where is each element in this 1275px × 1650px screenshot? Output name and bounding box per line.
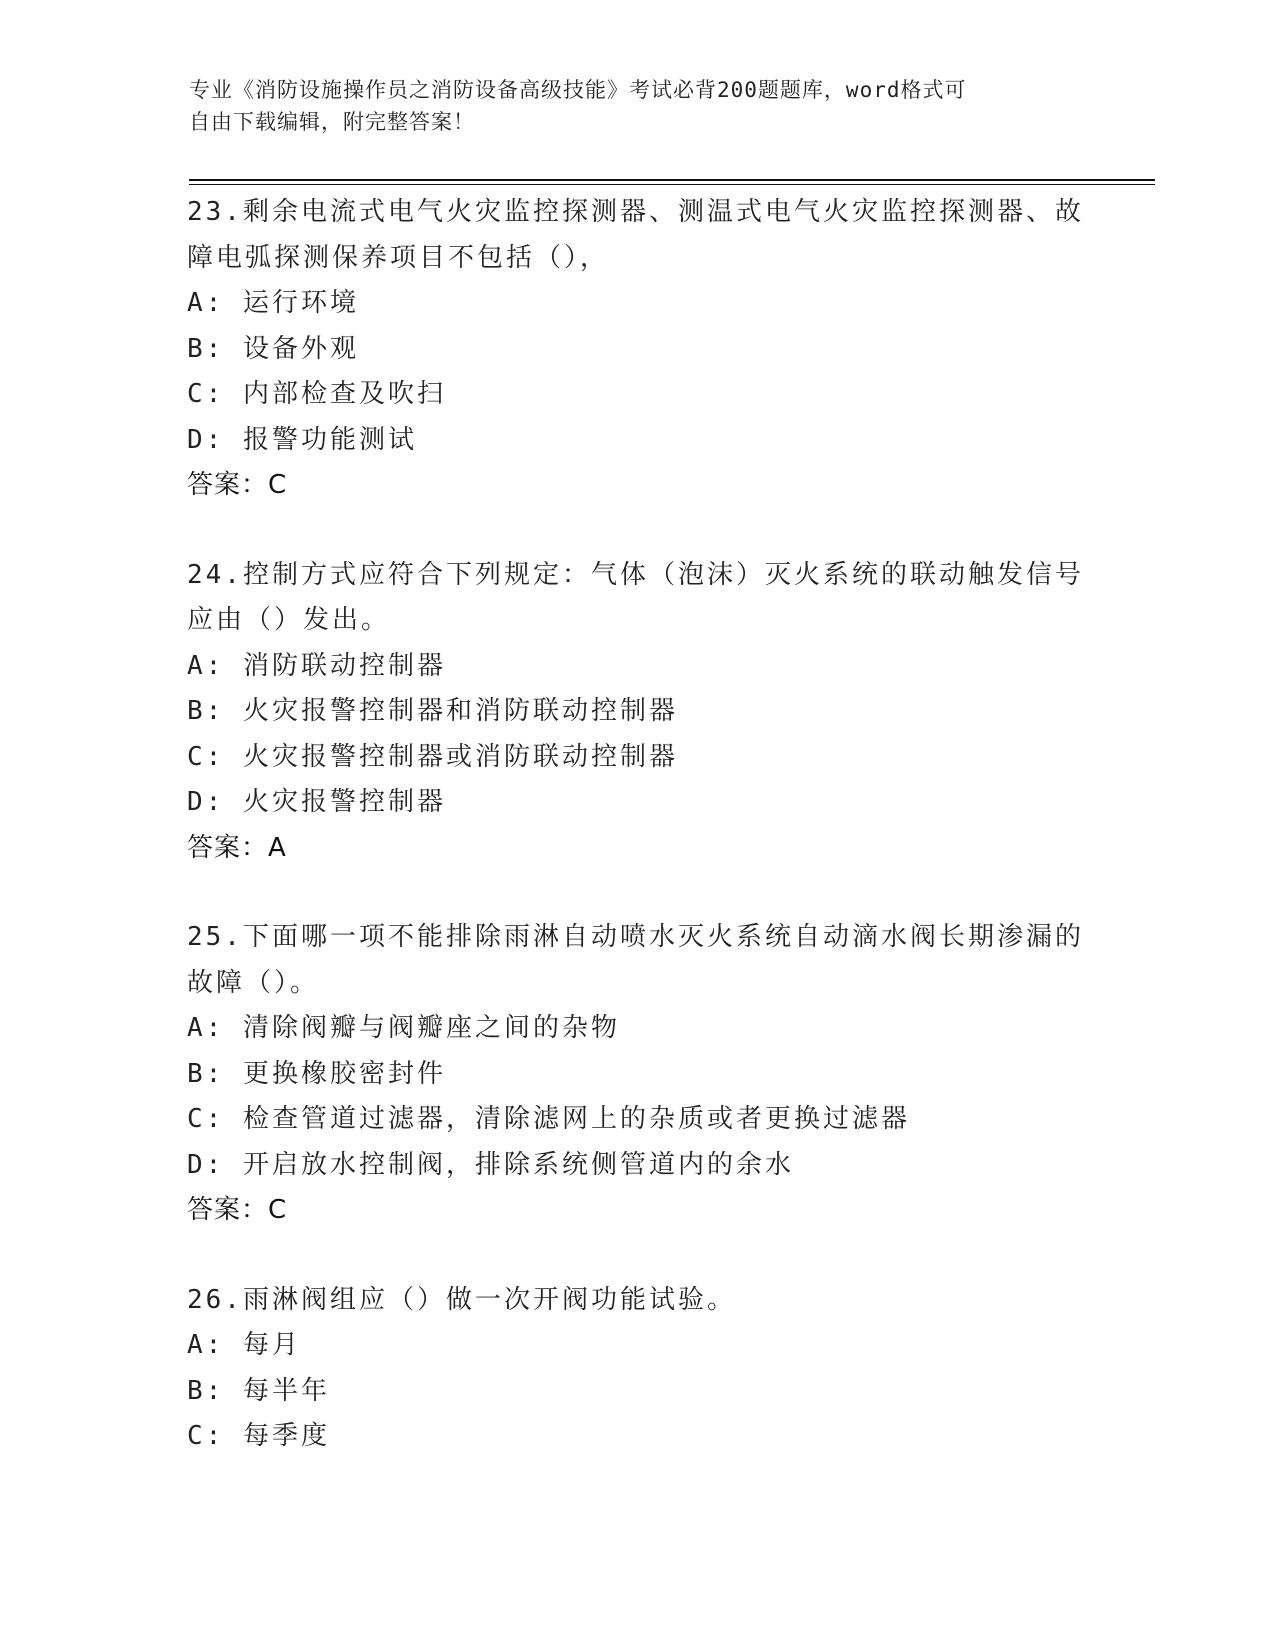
option-a xyxy=(187,1323,1147,1369)
question-text-line: 26.雨淋阀组应（）做一次开阀功能试验。 xyxy=(187,1284,736,1315)
option-c xyxy=(187,372,1147,418)
option-key: B: xyxy=(187,1375,225,1406)
option-key: A: xyxy=(187,288,225,318)
option-key: D: xyxy=(187,424,225,455)
header-rule-thick xyxy=(189,179,1155,181)
question-text-line: 24.控制方式应符合下列规定：气体（泡沫）灭火系统的联动触发信号 xyxy=(187,559,1084,590)
answer-line: 答案：C xyxy=(187,1195,288,1225)
option-text: 开启放水控制阀，排除系统侧管道内的余水 xyxy=(242,1149,794,1180)
option-text: 内部检查及吹扫 xyxy=(242,379,446,409)
option-key: A: xyxy=(187,650,225,681)
option-text: 报警功能测试 xyxy=(242,424,417,455)
header-line-2: 自由下载编辑，附完整答案！ xyxy=(189,110,475,134)
option-text: 设备外观 xyxy=(242,333,359,364)
option-c xyxy=(187,735,1147,781)
option-text: 每半年 xyxy=(242,1375,330,1406)
option-key: C: xyxy=(187,741,225,772)
option-d xyxy=(187,1143,1147,1189)
option-text: 每月 xyxy=(242,1330,301,1360)
option-b xyxy=(187,327,1147,373)
option-text: 火灾报警控制器和消防联动控制器 xyxy=(242,696,678,726)
question-text-line: 25.下面哪一项不能排除雨淋自动喷水灭火系统自动滴水阀长期渗漏的 xyxy=(187,922,1084,952)
option-text: 检查管道过滤器，清除滤网上的杂质或者更换过滤器 xyxy=(242,1104,910,1134)
option-key: B: xyxy=(187,333,225,364)
option-a xyxy=(187,1006,1147,1052)
option-text: 清除阀瓣与阀瓣座之间的杂物 xyxy=(242,1013,620,1043)
document-header xyxy=(189,74,1089,138)
question-item xyxy=(187,1278,1147,1460)
option-text: 火灾报警控制器或消防联动控制器 xyxy=(242,741,678,772)
option-text: 更换橡胶密封件 xyxy=(242,1058,446,1089)
option-a xyxy=(187,281,1147,327)
option-a xyxy=(187,644,1147,690)
option-key: C: xyxy=(187,1421,225,1451)
question-item xyxy=(187,915,1147,1234)
question-text-line: 应由（）发出。 xyxy=(187,605,391,635)
option-text: 运行环境 xyxy=(242,288,359,318)
option-b xyxy=(187,1369,1147,1415)
option-c xyxy=(187,1414,1147,1460)
option-d xyxy=(187,780,1147,826)
option-key: B: xyxy=(187,1058,225,1089)
question-item xyxy=(187,190,1147,509)
question-text-line: 23.剩余电流式电气火灾监控探测器、测温式电气火灾监控探测器、故 xyxy=(187,197,1084,227)
answer-line: 答案：C xyxy=(187,470,288,500)
option-key: C: xyxy=(187,1104,225,1134)
answer-line: 答案：A xyxy=(187,832,287,863)
header-line-1: 专业《消防设施操作员之消防设备高级技能》考试必背200题题库，word格式可 xyxy=(189,78,967,102)
option-d xyxy=(187,418,1147,464)
option-b xyxy=(187,1052,1147,1098)
option-key: D: xyxy=(187,787,225,817)
question-list xyxy=(187,190,1147,1504)
option-key: A: xyxy=(187,1330,225,1360)
question-item xyxy=(187,553,1147,872)
option-key: D: xyxy=(187,1149,225,1180)
option-text: 火灾报警控制器 xyxy=(242,787,446,817)
option-key: B: xyxy=(187,696,225,726)
header-rule-thin xyxy=(189,184,1155,185)
question-text-line: 故障（）。 xyxy=(187,967,320,998)
option-key: A: xyxy=(187,1013,225,1043)
option-text: 每季度 xyxy=(242,1421,330,1451)
option-key: C: xyxy=(187,379,225,409)
option-c xyxy=(187,1097,1147,1143)
option-b xyxy=(187,689,1147,735)
option-text: 消防联动控制器 xyxy=(242,650,446,681)
question-text-line: 障电弧探测保养项目不包括（）， xyxy=(187,242,610,273)
